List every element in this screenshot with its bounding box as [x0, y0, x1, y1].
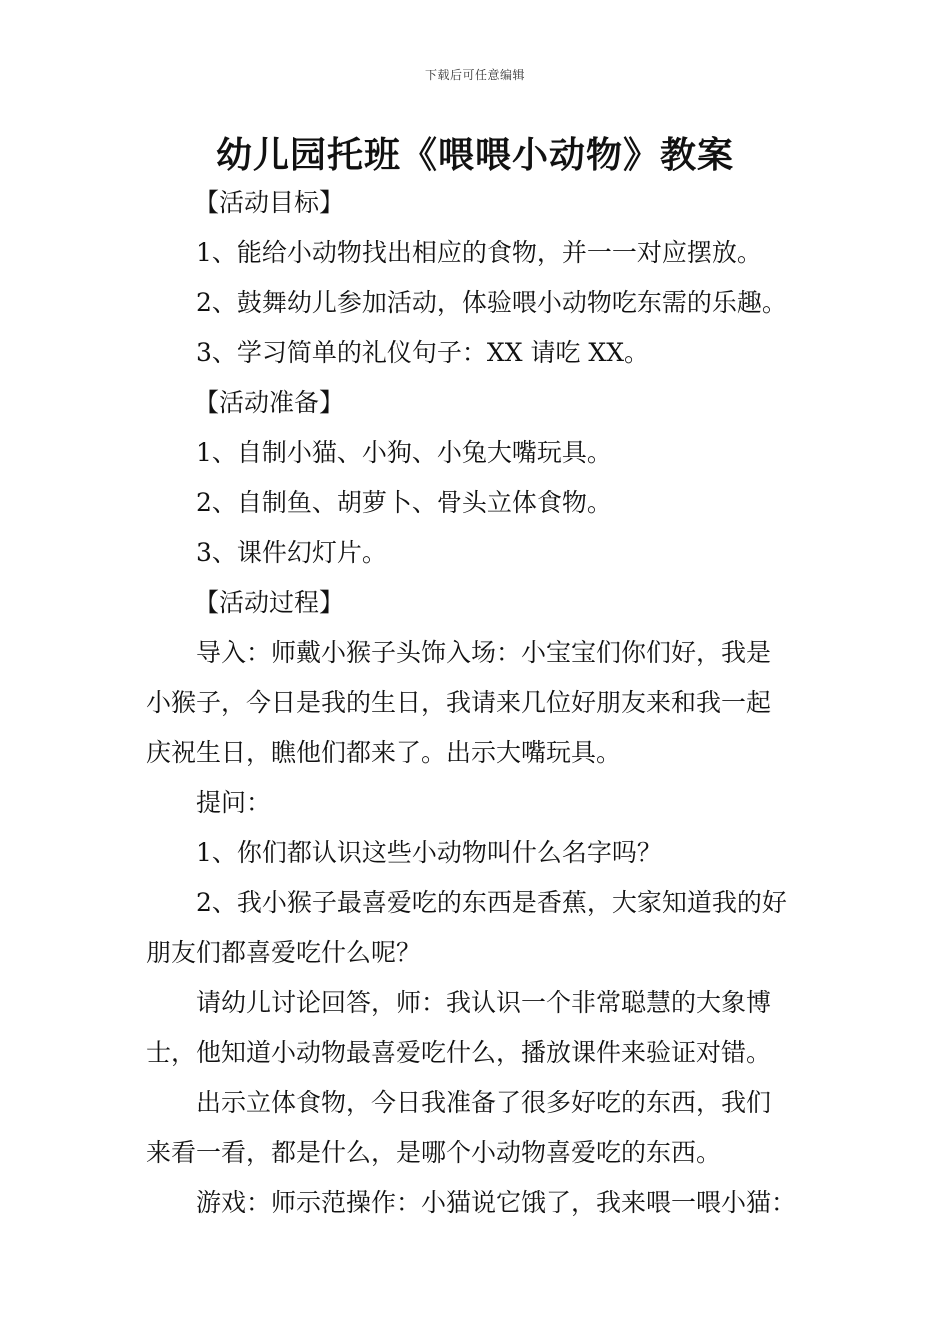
paragraph-line: 朋友们都喜爱吃什么呢？	[146, 938, 422, 967]
paragraph-line: 1、能给小动物找出相应的食物，并一一对应摆放。	[196, 238, 762, 267]
document-body	[146, 178, 826, 1228]
paragraph-line: 庆祝生日，瞧他们都来了。出示大嘴玩具。	[146, 738, 622, 767]
document-title: 幼儿园托班《喂喂小动物》教案	[215, 135, 734, 176]
paragraph-line: 出示立体食物，今日我准备了很多好吃的东西，我们	[196, 1088, 772, 1117]
section-heading: 【活动过程】	[194, 588, 345, 617]
paragraph-line: 游戏：师示范操作：小猫说它饿了，我来喂一喂小猫：	[196, 1188, 797, 1217]
paragraph-line: 请幼儿讨论回答，师：我认识一个非常聪慧的大象博	[196, 988, 772, 1017]
paragraph-line: 2、鼓舞幼儿参加活动，体验喂小动物吃东需的乐趣。	[196, 288, 787, 317]
header-note: 下载后可任意编辑	[424, 68, 525, 82]
paragraph-line: 3、课件幻灯片。	[196, 538, 387, 567]
paragraph-line: 导入：师戴小猴子头饰入场：小宝宝们你们好，我是	[196, 638, 772, 667]
paragraph-line: 提问：	[196, 788, 272, 817]
paragraph-line: 2、我小猴子最喜爱吃的东西是香蕉，大家知道我的好	[196, 888, 787, 917]
paragraph-line: 2、自制鱼、胡萝卜、骨头立体食物。	[196, 488, 612, 517]
paragraph-line: 3、学习简单的礼仪句子：XX 请吃 XX。	[196, 338, 649, 367]
paragraph-line: 小猴子，今日是我的生日，我请来几位好朋友来和我一起	[146, 688, 772, 717]
paragraph-line: 1、你们都认识这些小动物叫什么名字吗？	[196, 838, 662, 867]
paragraph-line: 1、自制小猫、小狗、小兔大嘴玩具。	[196, 438, 612, 467]
paragraph-line: 来看一看，都是什么，是哪个小动物喜爱吃的东西。	[146, 1138, 722, 1167]
paragraph-line: 士，他知道小动物最喜爱吃什么，播放课件来验证对错。	[146, 1038, 772, 1067]
section-heading: 【活动准备】	[194, 388, 345, 417]
section-heading: 【活动目标】	[194, 188, 345, 217]
